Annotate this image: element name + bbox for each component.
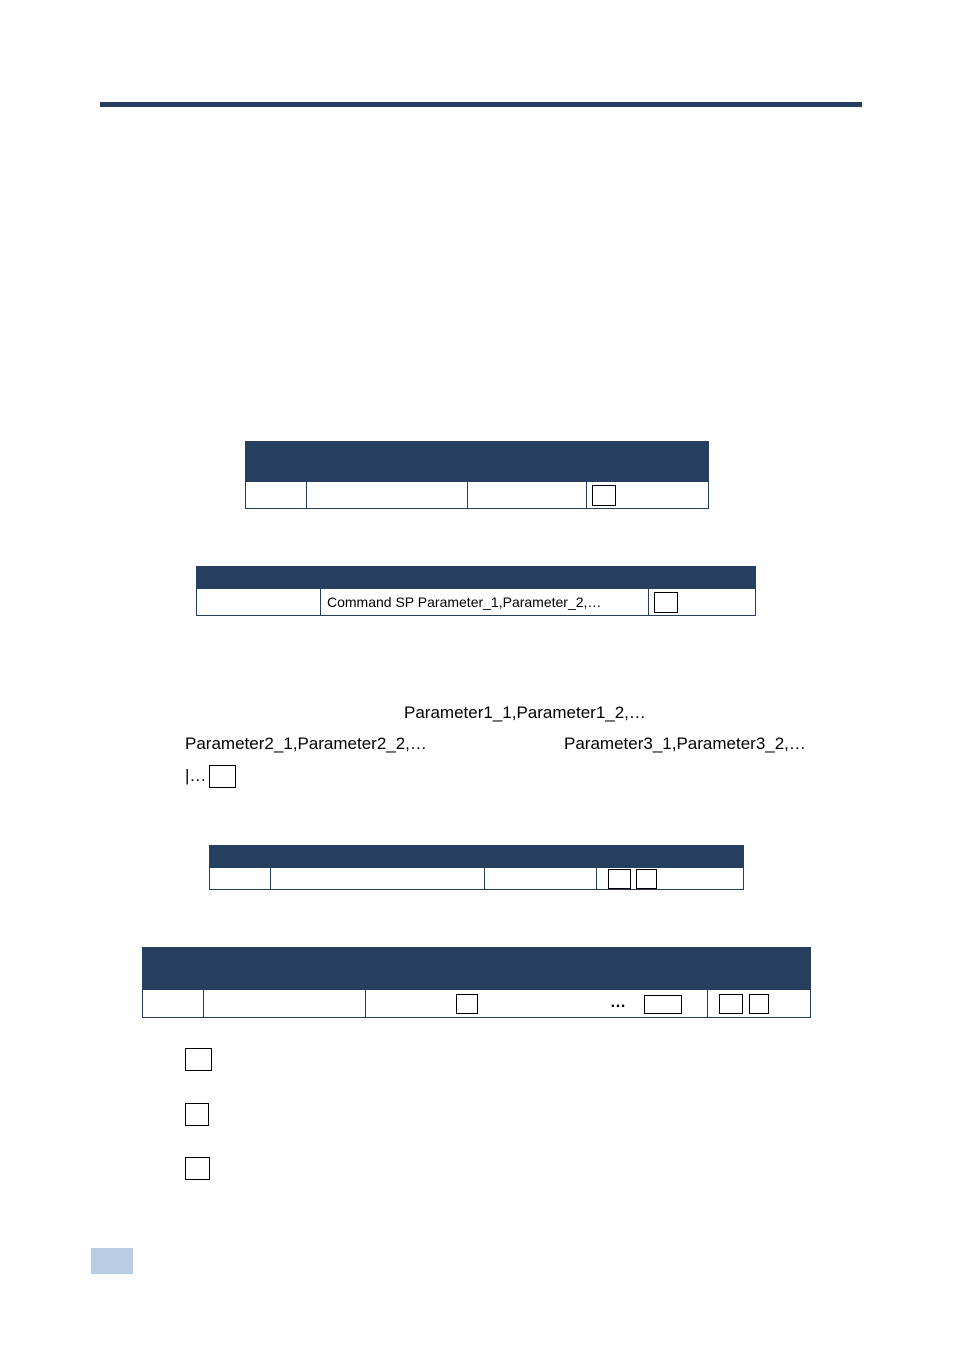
table-multi-command-large <box>142 947 811 1018</box>
column-header <box>204 948 366 990</box>
table-cell <box>143 990 204 1018</box>
table-cell <box>271 868 485 890</box>
carriage-return-symbol <box>644 995 682 1014</box>
table-cell <box>366 990 708 1018</box>
column-header <box>649 567 756 589</box>
table-cell <box>246 482 307 509</box>
page-number-tab <box>91 1248 133 1274</box>
ellipsis: … <box>610 994 626 1011</box>
column-header <box>210 846 271 868</box>
header-rule <box>100 102 862 107</box>
column-header <box>271 846 485 868</box>
table-multi-command-small <box>209 845 744 890</box>
column-header <box>246 442 307 482</box>
param-group-continuation: |… <box>185 766 207 785</box>
carriage-return-symbol <box>608 869 631 889</box>
table-cell <box>708 990 811 1018</box>
param-group-3: Parameter3_1,Parameter3_2,… <box>564 734 806 753</box>
column-header <box>143 948 204 990</box>
table-command-format <box>245 441 709 509</box>
legend-symbol-3 <box>185 1157 210 1180</box>
line-feed-symbol <box>749 994 769 1014</box>
column-header <box>587 442 709 482</box>
table-cell <box>210 868 271 890</box>
table-cell <box>649 589 756 616</box>
param-group-1: Parameter1_1,Parameter1_2,… <box>404 703 646 722</box>
column-header <box>321 567 649 589</box>
table-cell <box>204 990 366 1018</box>
legend-symbol-2 <box>185 1103 209 1126</box>
carriage-return-symbol <box>592 485 616 506</box>
line-feed-symbol <box>636 869 657 889</box>
legend-symbol-1 <box>185 1048 212 1071</box>
command-syntax-cell: Command SP Parameter_1,Parameter_2,… <box>321 589 649 616</box>
carriage-return-symbol <box>654 592 678 613</box>
separator-symbol <box>456 994 478 1014</box>
param-group-2: Parameter2_1,Parameter2_2,… <box>185 734 427 753</box>
carriage-return-symbol <box>209 765 236 788</box>
column-header <box>307 442 468 482</box>
column-header <box>708 948 811 990</box>
column-header <box>597 846 744 868</box>
table-cell <box>485 868 597 890</box>
table-cell <box>197 589 321 616</box>
column-header <box>197 567 321 589</box>
carriage-return-symbol <box>719 994 743 1014</box>
column-header <box>485 846 597 868</box>
table-cell <box>597 868 744 890</box>
table-cell <box>468 482 587 509</box>
table-cell <box>307 482 468 509</box>
column-header <box>468 442 587 482</box>
table-cell <box>587 482 709 509</box>
column-header <box>366 948 708 990</box>
table-command-syntax <box>196 566 756 616</box>
